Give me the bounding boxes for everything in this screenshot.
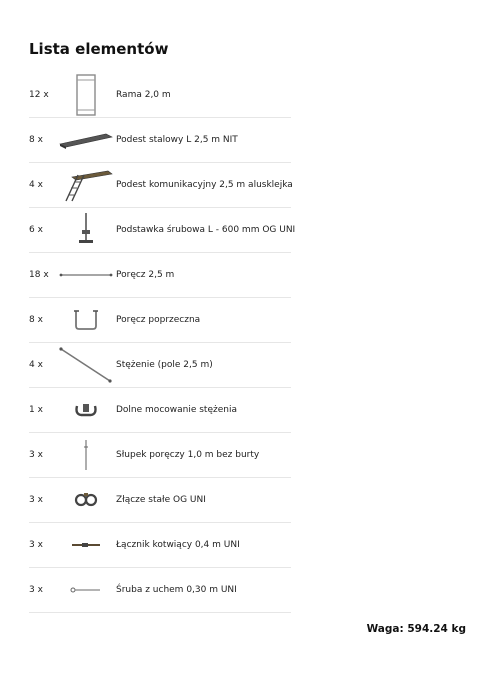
list-item bbox=[29, 388, 291, 433]
guardrail-icon bbox=[56, 254, 116, 296]
page-title: Lista elementów bbox=[29, 40, 169, 58]
list-item bbox=[29, 163, 291, 208]
anchor-tie-icon bbox=[56, 524, 116, 566]
list-item bbox=[29, 568, 291, 613]
list-item bbox=[29, 253, 291, 298]
item-quantity: 3 x bbox=[29, 495, 43, 505]
list-item bbox=[29, 208, 296, 253]
frame-icon bbox=[56, 74, 116, 116]
item-name: Poręcz 2,5 m bbox=[116, 270, 175, 280]
item-name: Słupek poręczy 1,0 m bez burty bbox=[116, 450, 260, 460]
fixed-coupler-icon bbox=[56, 479, 116, 521]
eye-bolt-icon bbox=[56, 569, 116, 611]
steel-deck-icon bbox=[56, 119, 116, 161]
item-name: Rama 2,0 m bbox=[116, 90, 171, 100]
item-quantity: 18 x bbox=[29, 270, 49, 280]
cross-guardrail-icon bbox=[56, 299, 116, 341]
screw-jack-icon bbox=[56, 209, 116, 251]
item-quantity: 3 x bbox=[29, 585, 43, 595]
item-name: Podest stalowy L 2,5 m NIT bbox=[116, 135, 238, 145]
list-item bbox=[29, 478, 291, 523]
diagonal-brace-icon bbox=[56, 344, 116, 386]
brace-mount-icon bbox=[56, 389, 116, 431]
item-quantity: 1 x bbox=[29, 405, 43, 415]
item-name: Dolne mocowanie stężenia bbox=[116, 405, 237, 415]
item-quantity: 8 x bbox=[29, 315, 43, 325]
list-item bbox=[29, 298, 291, 343]
item-quantity: 4 x bbox=[29, 180, 43, 190]
item-name: Łącznik kotwiący 0,4 m UNI bbox=[116, 540, 240, 550]
list-item bbox=[29, 73, 291, 118]
list-item bbox=[29, 118, 291, 163]
item-name: Poręcz poprzeczna bbox=[116, 315, 201, 325]
item-name: Podest komunikacyjny 2,5 m alusklejka bbox=[116, 180, 293, 190]
list-item bbox=[29, 523, 291, 568]
item-quantity: 8 x bbox=[29, 135, 43, 145]
list-item bbox=[29, 343, 291, 388]
railing-post-icon bbox=[56, 434, 116, 476]
item-name: Stężenie (pole 2,5 m) bbox=[116, 360, 213, 370]
total-weight: Waga: 594.24 kg bbox=[366, 623, 466, 635]
item-quantity: 3 x bbox=[29, 540, 43, 550]
item-quantity: 4 x bbox=[29, 360, 43, 370]
access-deck-icon bbox=[56, 164, 116, 206]
item-quantity: 6 x bbox=[29, 225, 43, 235]
item-quantity: 3 x bbox=[29, 450, 43, 460]
item-name: Śruba z uchem 0,30 m UNI bbox=[116, 585, 237, 595]
parts-list bbox=[29, 73, 296, 613]
list-item bbox=[29, 433, 291, 478]
item-name: Podstawka śrubowa L - 600 mm OG UNI bbox=[116, 225, 296, 235]
item-quantity: 12 x bbox=[29, 90, 49, 100]
item-name: Złącze stałe OG UNI bbox=[116, 495, 206, 505]
